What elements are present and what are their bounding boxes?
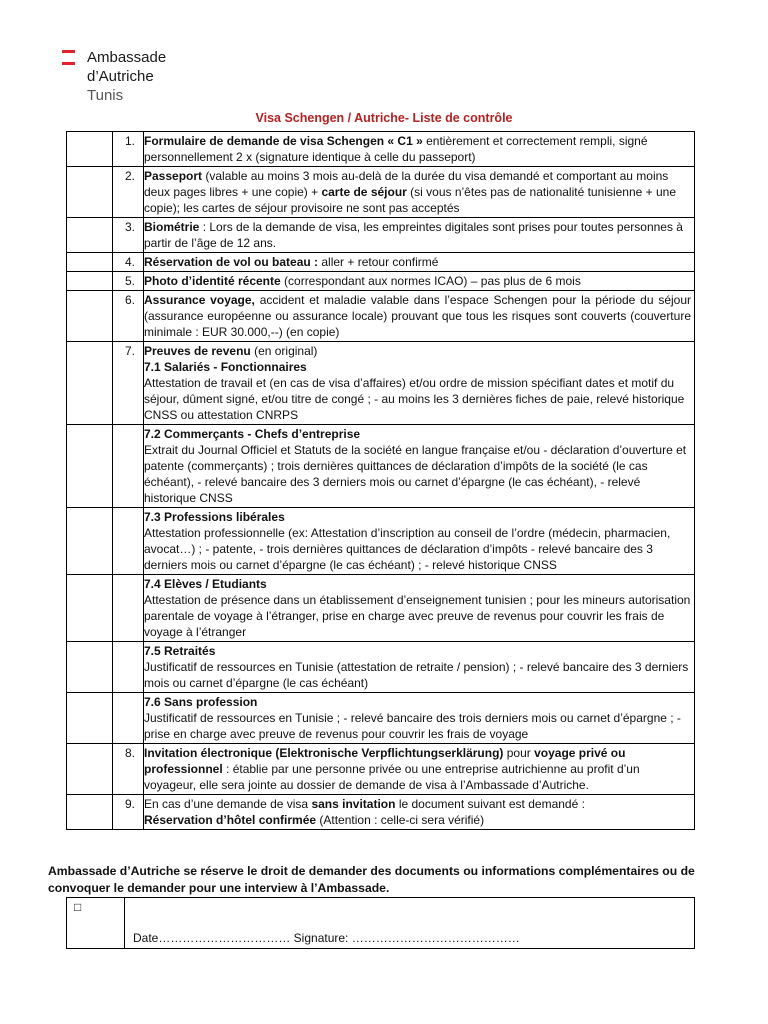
checkbox-cell[interactable] (67, 508, 113, 575)
logo-line-3: Tunis (87, 87, 124, 104)
checkbox-cell[interactable] (67, 642, 113, 693)
item-heading: sans invitation (311, 797, 396, 811)
sub-heading-liberales: 7.3 Professions libérales (144, 510, 285, 524)
logo-line-2: d’Autriche (87, 68, 154, 85)
austrian-flag-icon (62, 50, 75, 68)
checklist-item-5 (67, 272, 695, 291)
checklist-item-3 (67, 218, 695, 253)
sub-text-etudiants: Attestation de présence dans un établissement d’enseignement tunisien ; pour les mineurs autorisation parentale de voyage à l’étranger, prise en charge avec preuve de revenus pour couvrir les frais de voyage à l’étranger (144, 593, 691, 639)
checklist-item-7-4 (67, 575, 695, 642)
confirm-checkbox[interactable]: □ (67, 898, 125, 949)
checkbox-cell[interactable] (67, 693, 113, 744)
sub-heading-etudiants: 7.4 Elèves / Etudiants (144, 577, 267, 591)
item-text: pour (503, 746, 535, 760)
checkbox-cell[interactable] (67, 575, 113, 642)
item-heading: Assurance voyage, (144, 293, 255, 307)
item-heading: Biométrie (144, 220, 200, 234)
footer-note: Ambassade d’Autriche se réserve le droit de demander des documents ou informations complémentaires ou de convoquer le demander pour une interview à l’Ambassade. (48, 864, 695, 895)
item-text-2: (si vous n’êtes pas de nationalité tunisienne + une copie); les cartes de séjour provisoire ne sont pas acceptés (144, 185, 677, 215)
checklist-table (66, 131, 695, 830)
sub-text-liberales: Attestation professionnelle (ex: Attestation d’inscription au conseil de l’ordre (médecin, pharmacien, avocat…) ; - patente, - trois dernières quittances de déclaration d’impôts - relevé bancaire des 3 derniers mois ou carnet d’épargne (le cas échéant) ; - relevé historique CNSS (144, 526, 671, 572)
checklist-item-2 (67, 167, 695, 218)
item-number: 1. (113, 132, 144, 167)
item-heading: Passeport (144, 169, 203, 183)
item-text: (correspondant aux normes ICAO) – pas plus de 6 mois (280, 274, 581, 288)
item-text: aller + retour confirmé (318, 255, 439, 269)
checklist-item-8 (67, 744, 695, 795)
checklist-item-7-1 (67, 342, 695, 425)
item-heading-2: carte de séjour (321, 185, 407, 199)
checklist-item-7-6 (67, 693, 695, 744)
item-text-pre: En cas d’une demande de visa (144, 797, 312, 811)
sub-text-retraites: Justificatif de ressources en Tunisie (attestation de retraite / pension) ; - relevé bancaire des 3 derniers mois ou carnet d’épargne (le cas échéant) (144, 660, 689, 690)
item-heading: Preuves de revenu (144, 344, 251, 358)
checklist-item-7-2 (67, 425, 695, 508)
item-number: 9. (113, 795, 144, 830)
checklist-item-7-5 (67, 642, 695, 693)
sub-heading-sans-profession: 7.6 Sans profession (144, 695, 258, 709)
item-heading-2: voyage privé ou professionnel (144, 746, 626, 776)
item-text: entièrement et correctement rempli, signé personnellement 2 x (signature identique à celle du passeport) (144, 134, 648, 164)
item-text: accident et maladie valable dans l’espace Schengen pour la période du séjour (assurance européenne ou assurance locale) prouvant que tous les risques sont couverts (couverture minimale : EUR 30.000,--) (en copie) (144, 293, 692, 339)
checklist-item-7-3 (67, 508, 695, 575)
sub-text-salaries: Attestation de travail et (en cas de visa d’affaires) et/ou ordre de mission spécifiant dates et motif du séjour, dûment signé, et/ou titre de congé ; - au moins les 3 dernières fiches de paie, relevé historique CNSS ou attestation CNRPS (144, 376, 685, 422)
item-heading: Invitation électronique (Elektronische Verpflichtungserklärung) (144, 746, 504, 760)
item-number: 2. (113, 167, 144, 218)
item-text-2: : établie par une personne privée ou une entreprise autrichienne au profit d’un voyageur, elle sera jointe au dossier de demande de visa à l’Ambassade d’Autriche. (144, 762, 640, 792)
checklist-item-9 (67, 795, 695, 830)
item-number: 8. (113, 744, 144, 795)
checkbox-cell[interactable] (67, 253, 113, 272)
item-heading: Réservation de vol ou bateau : (144, 255, 319, 269)
item-number: 7. (113, 342, 144, 425)
checkbox-cell[interactable] (67, 744, 113, 795)
checkbox-cell[interactable] (67, 272, 113, 291)
signature-table (66, 897, 695, 949)
logo-line-1: Ambassade (87, 49, 167, 66)
checklist-item-4 (67, 253, 695, 272)
item-number: 6. (113, 291, 144, 342)
date-signature-line[interactable]: Date…………………………… Signature: …………………………………… (125, 898, 695, 949)
item-text: (valable au moins 3 mois au-delà de la durée du visa demandé et comportant au moins deux pages libres + une copie) + (144, 169, 669, 199)
sub-heading-retraites: 7.5 Retraités (144, 644, 216, 658)
sub-heading-salaries: 7.1 Salariés - Fonctionnaires (144, 360, 307, 374)
sub-heading-commercants: 7.2 Commerçants - Chefs d’entreprise (144, 427, 361, 441)
checkbox-cell[interactable] (67, 167, 113, 218)
checkbox-cell[interactable] (67, 425, 113, 508)
checkbox-cell[interactable] (67, 795, 113, 830)
sub-text-sans-profession: Justificatif de ressources en Tunisie ; - relevé bancaire des trois derniers mois ou carnet d’épargne ; - prise en charge avec preuve de revenus pour couvrir les frais de voyage (144, 711, 681, 741)
item-text: : Lors de la demande de visa, les empreintes digitales sont prises pour toutes personnes à partir de l’âge de 12 ans. (144, 220, 683, 250)
item-number: 4. (113, 253, 144, 272)
checklist-item-6 (67, 291, 695, 342)
item-heading: Photo d’identité récente (144, 274, 281, 288)
item-text: (en original) (250, 344, 318, 358)
item-number: 3. (113, 218, 144, 253)
checklist-item-1 (67, 132, 695, 167)
item-text: le document suivant est demandé : (395, 797, 585, 811)
document-title: Visa Schengen / Autriche- Liste de contrôle (255, 111, 513, 125)
checkbox-cell[interactable] (67, 291, 113, 342)
item-heading-2: Réservation d’hôtel confirmée (144, 813, 317, 827)
item-text-2: (Attention : celle-ci sera vérifié) (316, 813, 485, 827)
sub-text-commercants: Extrait du Journal Officiel et Statuts de la société en langue française et/ou - déclaration d’ouverture et patente (commerçants) ; trois dernières quittances de déclaration d’impôts de la société (le cas échéant), - relevé bancaire des 3 derniers mois ou carnet d’épargne (le cas échéant), - relevé historique CNSS (144, 443, 687, 505)
checkbox-cell[interactable] (67, 342, 113, 425)
item-number: 5. (113, 272, 144, 291)
checkbox-cell[interactable] (67, 132, 113, 167)
item-heading: Formulaire de demande de visa Schengen « C1 » (144, 134, 423, 148)
checkbox-cell[interactable] (67, 218, 113, 253)
